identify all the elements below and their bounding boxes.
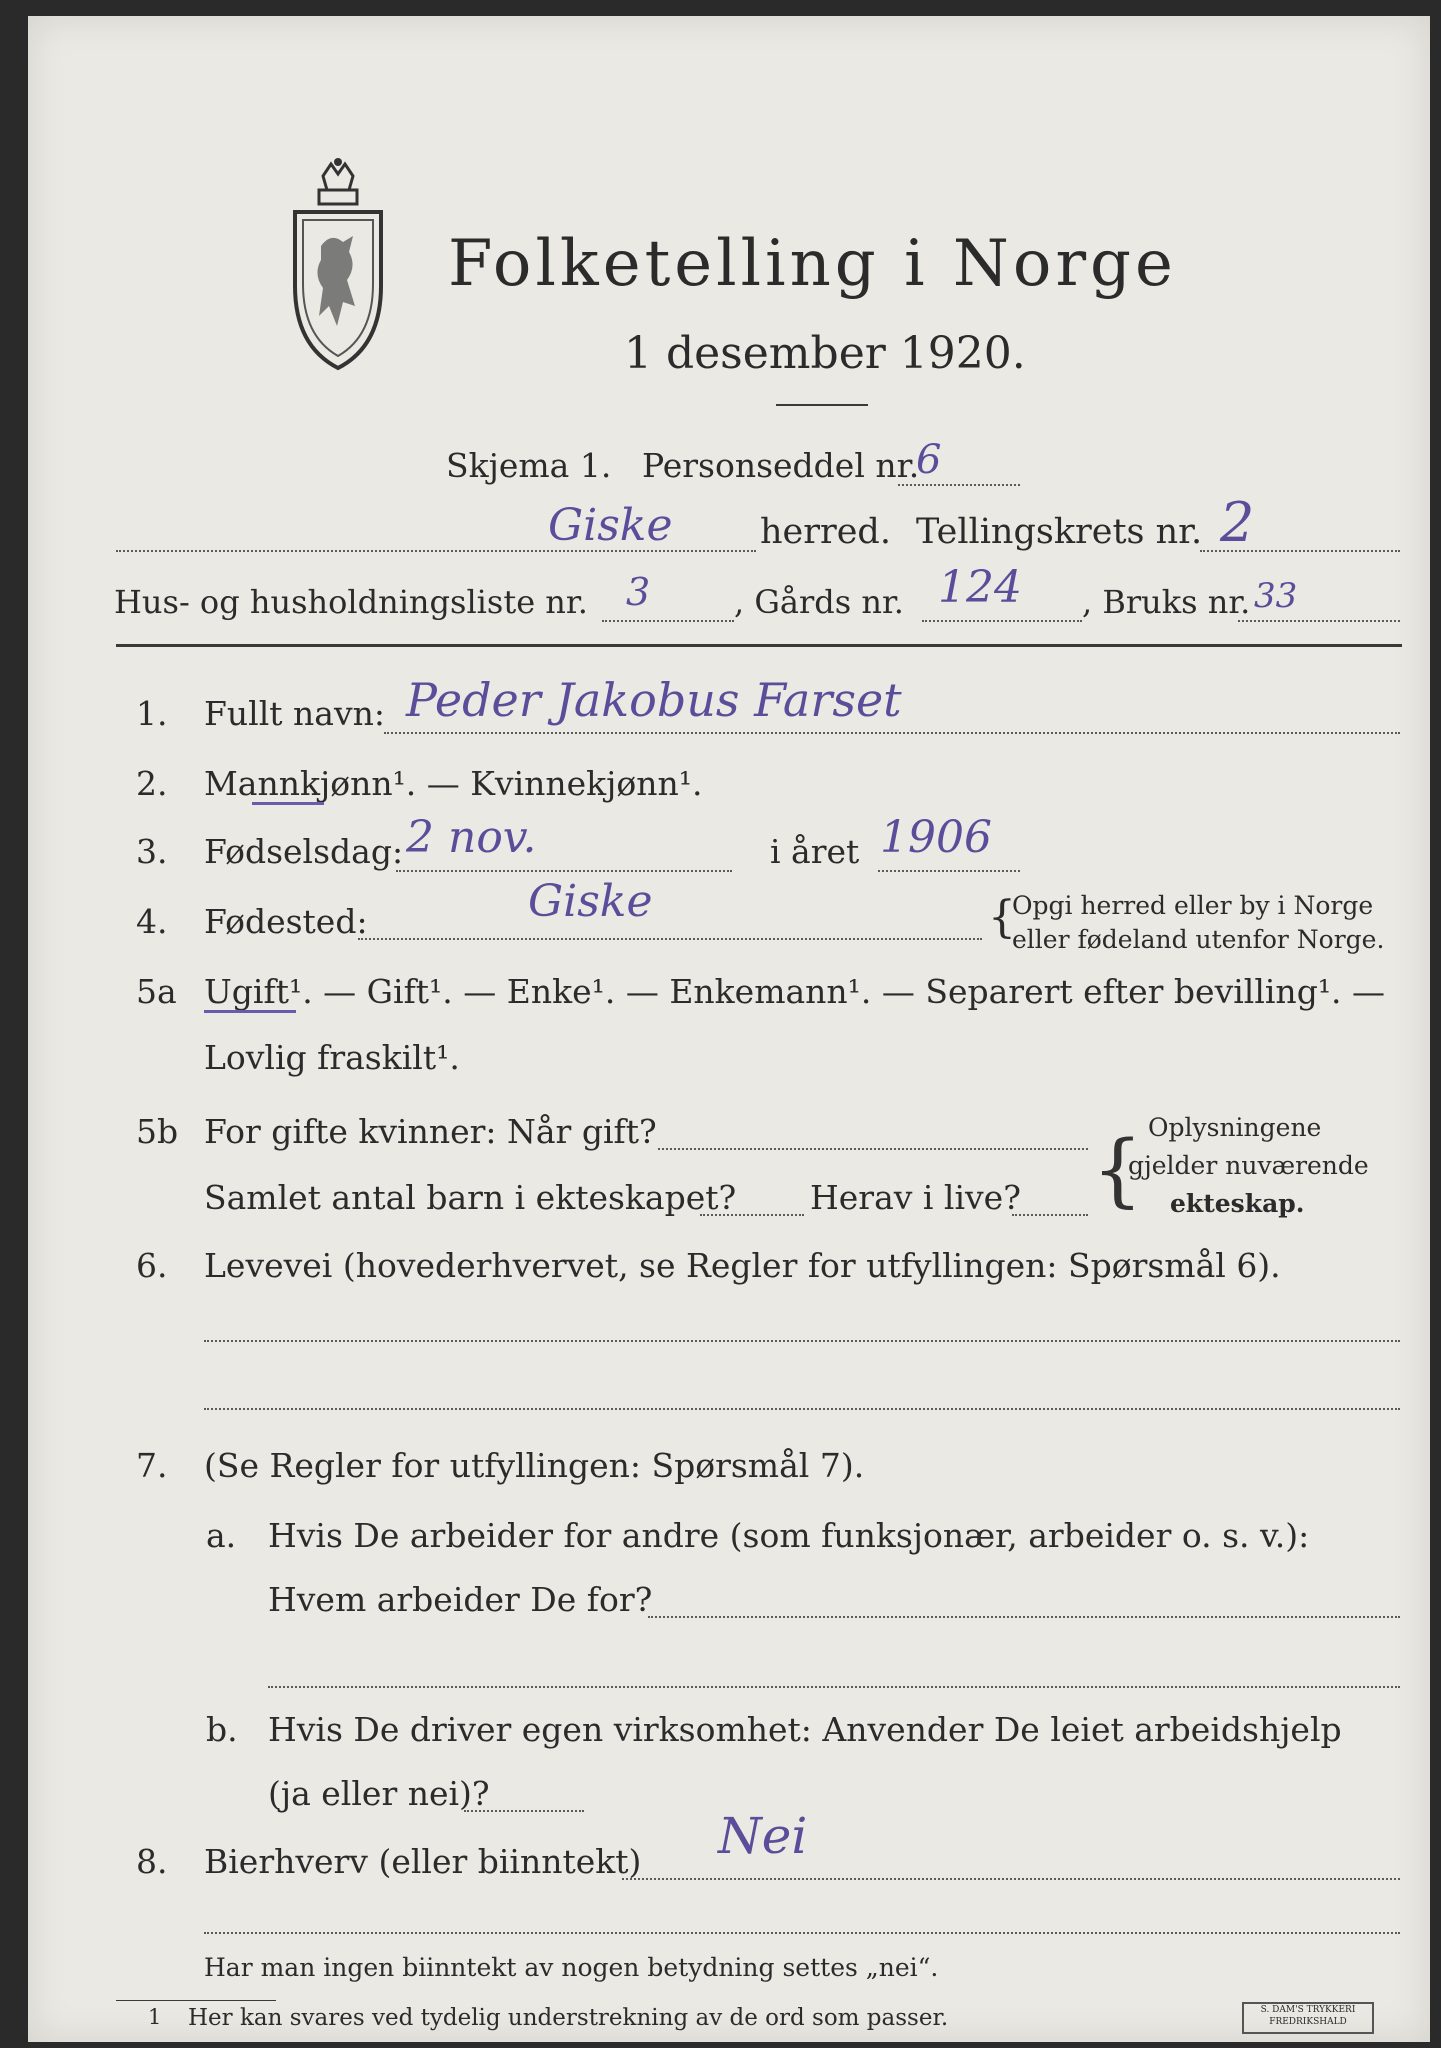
q7b-label: Hvis De driver egen virksomhet: Anvender De leiet arbeidshjelp [268,1710,1342,1749]
q7b-number: b. [206,1710,238,1749]
q2-gender-options: Mannkjønn¹. — Kvinnekjønn¹. [204,764,703,803]
personseddel-field-line [898,484,1020,486]
q2-mannkjonn-underline [252,802,324,805]
q7b-yes-no-label: (ja eller nei)? [268,1774,490,1813]
q8-number: 8. [136,1842,168,1881]
schema-label: Skjema 1. [446,446,612,485]
q6-field-line-2[interactable] [204,1408,1400,1410]
personseddel-value[interactable]: 6 [916,437,942,483]
q5b-note-brace: { [1092,1123,1143,1216]
q1-number: 1. [136,694,168,733]
q7-number: 7. [136,1446,168,1485]
footnote-mark: 1 [148,2005,162,2029]
q4-field-line [358,938,982,940]
q4-label: Fødested: [204,902,368,941]
title-divider [776,404,868,406]
bruks-label: , Bruks nr. [1082,583,1251,621]
hus-value[interactable]: 3 [626,570,651,614]
q1-full-name-value[interactable]: Peder Jakobus Farset [406,673,902,727]
q5b-alive-field-line [1012,1214,1088,1216]
gards-value[interactable]: 124 [938,562,1022,613]
q5b-number: 5b [136,1112,179,1151]
q5b-when-married-field-line [658,1148,1088,1150]
q6-number: 6. [136,1246,168,1285]
tellingskrets-value[interactable]: 2 [1220,491,1255,554]
gards-label: , Gårds nr. [734,583,904,621]
hus-label: Hus- og husholdningsliste nr. [114,583,588,621]
q7a-employer-label: Hvem arbeider De for? [268,1580,653,1619]
q7a-label: Hvis De arbeider for andre (som funksjonær, arbeider o. s. v.): [268,1516,1310,1555]
q5b-children-field-line [700,1214,804,1216]
q3-year-value[interactable]: 1906 [880,812,992,863]
q4-note-line2: eller fødeland utenfor Norge. [1012,925,1385,954]
q5b-note-line1: Oplysningene [1148,1113,1322,1142]
bruks-value[interactable]: 33 [1254,576,1298,616]
personseddel-label: Personseddel nr. [642,446,920,485]
footer-note: Har man ingen biinntekt av nogen betydning settes „nei“. [204,1953,939,1982]
footnote-text: Her kan svares ved tydelig understrekning av de ord som passer. [188,2005,949,2031]
q5b-note-line3: ekteskap. [1170,1189,1305,1218]
q6-occupation-label: Levevei (hovederhvervet, se Regler for utfyllingen: Spørsmål 6). [204,1246,1281,1285]
q8-label: Bierhverv (eller biinntekt) [204,1842,642,1881]
q5b-label-alive: Herav i live? [810,1178,1021,1217]
q3-year-label: i året [770,832,860,871]
q4-note-brace: { [988,892,1016,943]
q3-number: 3. [136,832,168,871]
q7a-number: a. [206,1516,237,1555]
q3-field-line [396,870,732,872]
q1-label: Fullt navn: [204,694,385,733]
q8-field-line [622,1878,1400,1880]
q5b-note-line2: gjelder nuværende [1128,1151,1369,1180]
q3-year-field-line [878,870,1020,872]
tellingskrets-label: Tellingskrets nr. [916,512,1203,552]
q8-side-income-value[interactable]: Nei [718,1807,808,1865]
header-divider [116,644,1402,647]
q5a-marital-options: Ugift¹. — Gift¹. — Enke¹. — Enkemann¹. — Separert efter bevilling¹. — [204,972,1386,1011]
census-date: 1 desember 1920. [624,328,1026,379]
hus-field-line [602,620,734,622]
herred-label: herred. [760,512,891,552]
norwegian-coat-of-arms-icon [283,156,393,376]
q6-field-line-1[interactable] [204,1340,1400,1342]
q3-label: Fødselsdag: [204,832,404,871]
gards-field-line [922,620,1082,622]
q7b-field-line[interactable] [464,1810,584,1812]
q8-field-line-2 [204,1932,1400,1934]
form-title: Folketelling i Norge [448,227,1177,301]
census-form-page [28,16,1430,2042]
q5a-marital-options-cont: Lovlig fraskilt¹. [204,1038,460,1077]
q5a-ugift-underline [204,1010,296,1013]
q3-birthday-value[interactable]: 2 nov. [406,812,537,863]
q4-note-line1: Opgi herred eller by i Norge [1012,891,1374,920]
herred-value[interactable]: Giske [548,500,673,551]
q5b-label-when-married: For gifte kvinner: Når gift? [204,1112,657,1151]
q7-label: (Se Regler for utfyllingen: Spørsmål 7). [204,1446,865,1485]
q5b-label-children: Samlet antal barn i ekteskapet? [204,1178,737,1217]
q5a-number: 5a [136,972,177,1011]
printer-stamp: S. DAM'S TRYKKERI FREDRIKSHALD [1242,2002,1374,2034]
q2-number: 2. [136,764,168,803]
footnote-rule [116,2000,276,2001]
q4-number: 4. [136,902,168,941]
q4-birthplace-value[interactable]: Giske [528,876,653,927]
q1-field-line [384,732,1400,734]
q7a-employer-field-line-2[interactable] [268,1686,1400,1688]
bruks-field-line [1238,620,1400,622]
q7a-employer-field-line[interactable] [648,1616,1400,1618]
